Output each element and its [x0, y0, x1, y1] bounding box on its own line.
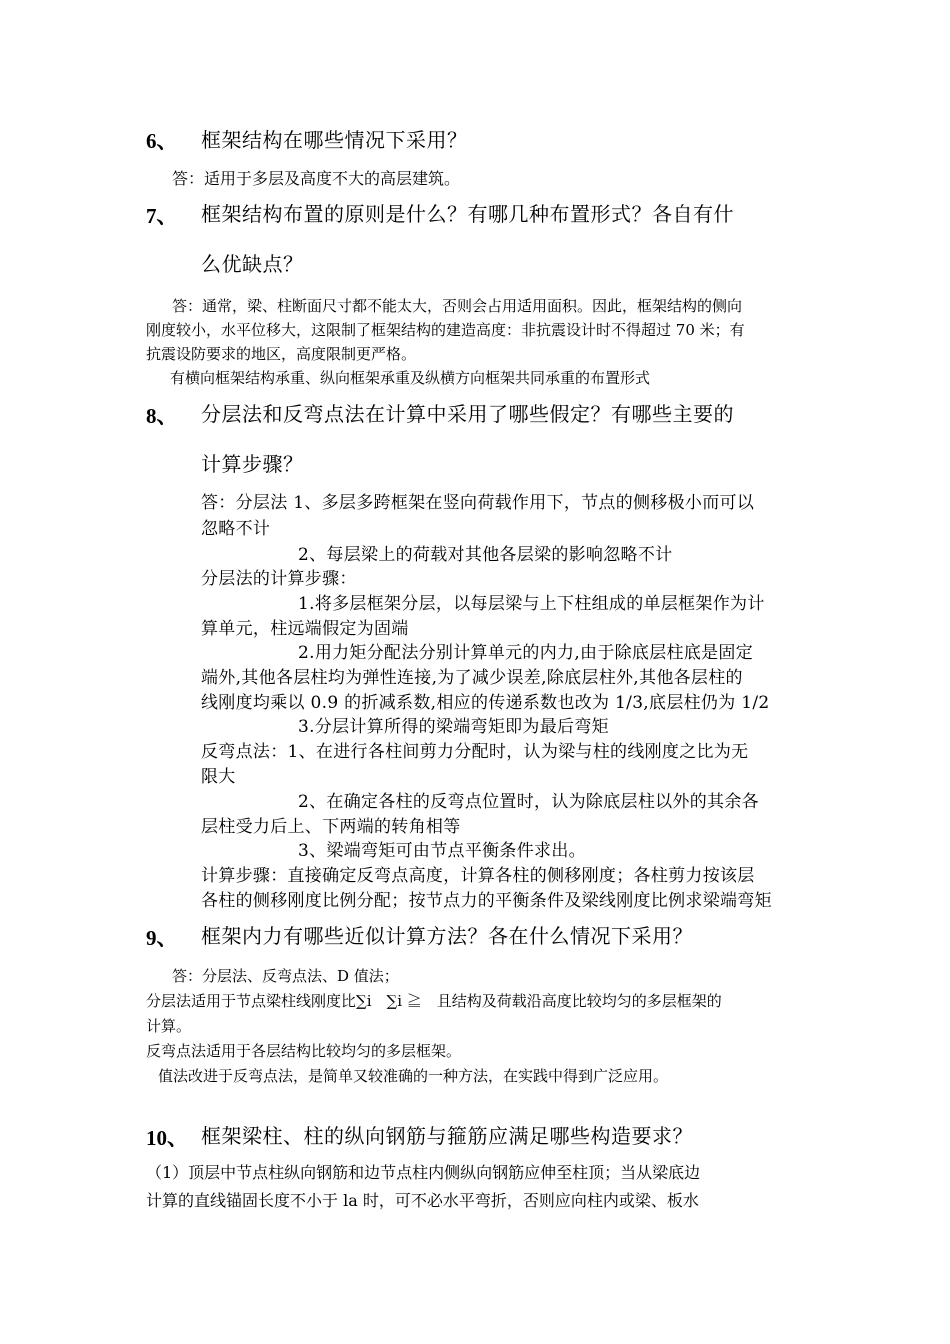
question-8-title-line2: 计算步骤？ [201, 452, 304, 476]
question-9-answer-line: 答：分层法、反弯点法、D 值法； [172, 967, 399, 985]
question-6-answer: 答：适用于多层及高度不大的高层建筑。 [172, 169, 461, 188]
question-8-answer-line: 2.用力矩分配法分别计算单元的内力,由于除底层柱底是固定 [298, 643, 754, 663]
question-9-answer-line: 计算。 [146, 1017, 192, 1035]
question-8-answer-line: 2、在确定各柱的反弯点位置时，认为除底层柱以外的其余各 [298, 792, 759, 812]
question-8-answer-line: 3.分层计算所得的梁端弯矩即为最后弯矩 [298, 717, 609, 737]
question-8-answer-line: 2、每层梁上的荷载对其他各层梁的影响忽略不计 [298, 545, 673, 565]
question-8-answer-line: 3、梁端弯矩可由节点平衡条件求出。 [298, 841, 586, 861]
question-10-number: 10、 [146, 1126, 188, 1150]
question-7-answer-line: 抗震设防要求的地区，高度限制更严格。 [146, 345, 417, 363]
question-8-title-line1: 分层法和反弯点法在计算中采用了哪些假定？有哪些主要的 [201, 402, 734, 426]
question-9-title: 框架内力有哪些近似计算方法？各在什么情况下采用？ [201, 924, 693, 948]
question-7-answer-line: 有横向框架结构承重、纵向框架承重及纵横方向框架共同承重的布置形式 [170, 369, 651, 387]
question-8-answer-line: 线刚度均乘以 0.9 的折减系数,相应的传递系数也改为 1/3,底层柱仍为 1/2 [201, 693, 770, 713]
question-9-answer-line: 值法改进于反弯点法，是简单又较准确的一种方法，在实践中得到广泛应用。 [158, 1067, 669, 1085]
question-8-answer-line: 忽略不计 [201, 519, 271, 539]
question-9-answer-line: 反弯点法适用于各层结构比较均匀的多层框架。 [146, 1042, 462, 1060]
question-9-answer-line: 分层法适用于节点梁柱线刚度比∑i ∑i ≧ 且结构及荷载沿高度比较均匀的多层框架的 [146, 992, 722, 1010]
question-7-answer-line: 答：通常，梁、柱断面尺寸都不能太大，否则会占用适用面积。因此，框架结构的侧向 [172, 297, 743, 315]
question-8-answer-line: 算单元，柱远端假定为固端 [201, 619, 409, 639]
question-8-answer-line: 答：分层法 1、多层多跨框架在竖向荷载作用下，节点的侧移极小而可以 [201, 493, 755, 513]
question-8-answer-line: 计算步骤：直接确定反弯点高度，计算各柱的侧移刚度；各柱剪力按该层 [201, 866, 755, 886]
question-8-answer-line: 分层法的计算步骤： [201, 569, 357, 589]
question-6-number: 6、 [146, 129, 178, 153]
question-9-number: 9、 [146, 926, 178, 950]
question-10-answer-line: （1）顶层中节点柱纵向钢筋和边节点柱内侧纵向钢筋应伸至柱顶；当从梁底边 [146, 1163, 701, 1182]
question-8-answer-line: 1.将多层框架分层，以每层梁与上下柱组成的单层框架作为计 [298, 594, 765, 614]
question-8-answer-line: 限大 [201, 767, 236, 787]
question-7-title-line2: 么优缺点？ [201, 252, 304, 276]
question-8-number: 8、 [146, 404, 178, 428]
question-8-answer-line: 各柱的侧移刚度比例分配；按节点力的平衡条件及梁线刚度比例求梁端弯矩 [201, 891, 772, 911]
question-8-answer-line: 端外,其他各层柱均为弹性连接,为了减少误差,除底层柱外,其他各层柱的 [201, 668, 743, 688]
question-10-title: 框架梁柱、柱的纵向钢筋与箍筋应满足哪些构造要求？ [201, 1124, 693, 1148]
question-7-answer-line: 刚度较小，水平位移大，这限制了框架结构的建造高度：非抗震设计时不得超过 70 米；有 [146, 321, 745, 339]
question-7-title-line1: 框架结构布置的原则是什么？有哪几种布置形式？各自有什 [201, 202, 734, 226]
question-10-answer-line: 计算的直线锚固长度不小于 la 时，可不必水平弯折，否则应向柱内或梁、板水 [146, 1191, 699, 1210]
question-8-answer-line: 层柱受力后上、下两端的转角相等 [201, 817, 461, 837]
question-7-number: 7、 [146, 204, 178, 228]
question-6-title: 框架结构在哪些情况下采用？ [201, 128, 468, 152]
question-8-answer-line: 反弯点法：1、在进行各柱间剪力分配时，认为梁与柱的线刚度之比为无 [201, 742, 749, 762]
